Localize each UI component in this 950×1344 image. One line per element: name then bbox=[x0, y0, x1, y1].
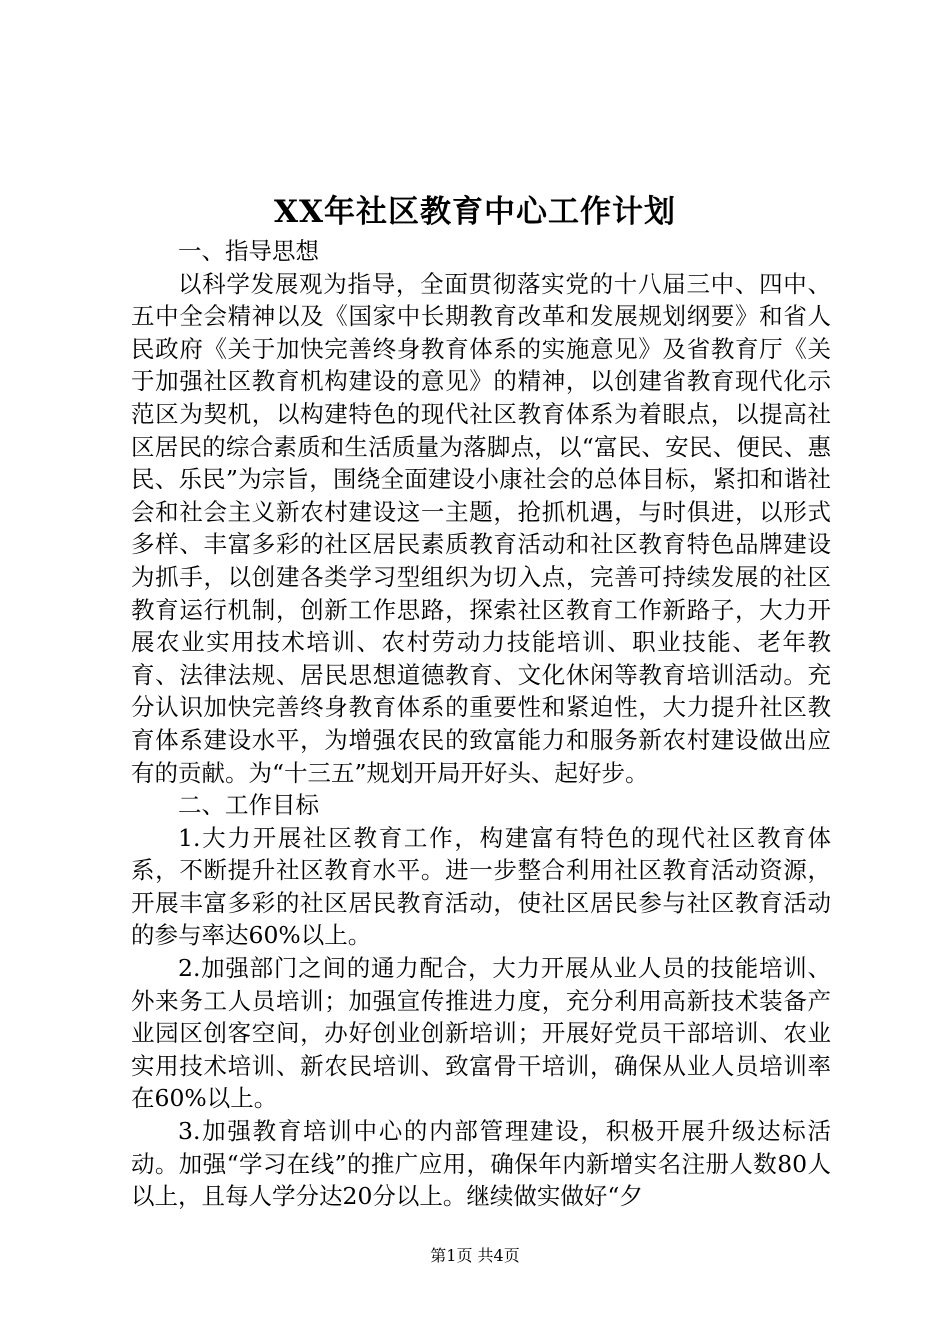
document-body bbox=[131, 235, 831, 1213]
document-title: XX年社区教育中心工作计划 bbox=[273, 194, 677, 230]
section-heading-work-goals: 二、工作目标 bbox=[178, 791, 319, 820]
paragraph-goal-1: 1.大力开展社区教育工作，构建富有特色的现代社区教育体系，不断提升社区教育水平。进一步整合利用社区教育活动资源，开展丰富多彩的社区居民教育活动，使社区居民参与社区教育活动的参与率达60%以上。 bbox=[131, 823, 831, 950]
paragraph-guiding-ideology: 以科学发展观为指导，全面贯彻落实党的十八届三中、四中、五中全会精神以及《国家中长期教育改革和发展规划纲要》和省人民政府《关于加快完善终身教育体系的实施意见》及省教育厅《关于加强社区教育机构建设的意见》的精神，以创建省教育现代化示范区为契机，以构建特色的现代社区教育体系为着眼点，以提高社区居民的综合素质和生活质量为落脚点，以“富民、安民、便民、惠民、乐民”为宗旨，围绕全面建设小康社会的总体目标，紧扣和谐社会和社会主义新农村建设这一主题，抢抓机遇，与时俱进，以形式多样、丰富多彩的社区居民素质教育活动和社区教育特色品牌建设为抓手，以创建各类学习型组织为切入点，完善可持续发展的社区教育运行机制，创新工作思路，探索社区教育工作新路子，大力开展农业实用技术培训、农村劳动力技能培训、职业技能、老年教育、法律法规、居民思想道德教育、文化休闲等教育培训活动。充分认识加快完善终身教育体系的重要性和紧迫性，大力提升社区教育体系建设水平，为增强农民的致富能力和服务新农村建设做出应有的贡献。为“十三五”规划开局开好头、起好步。 bbox=[131, 269, 831, 787]
paragraph-goal-3: 3.加强教育培训中心的内部管理建设，积极开展升级达标活动。加强“学习在线”的推广应用，确保年内新增实名注册人数80人以上，且每人学分达20分以上。继续做实做好“夕 bbox=[131, 1117, 831, 1211]
section-heading-guiding-ideology: 一、指导思想 bbox=[178, 237, 319, 265]
page-number-footer: 第1页 共4页 bbox=[430, 1246, 520, 1265]
paragraph-goal-2: 2.加强部门之间的通力配合，大力开展从业人员的技能培训、外来务工人员培训；加强宣传推进力度，充分利用高新技术装备产业园区创客空间，办好创业创新培训；开展好党员干部培训、农业实用技术培训、新农民培训、致富骨干培训，确保从业人员培训率在60%以上。 bbox=[131, 954, 831, 1113]
